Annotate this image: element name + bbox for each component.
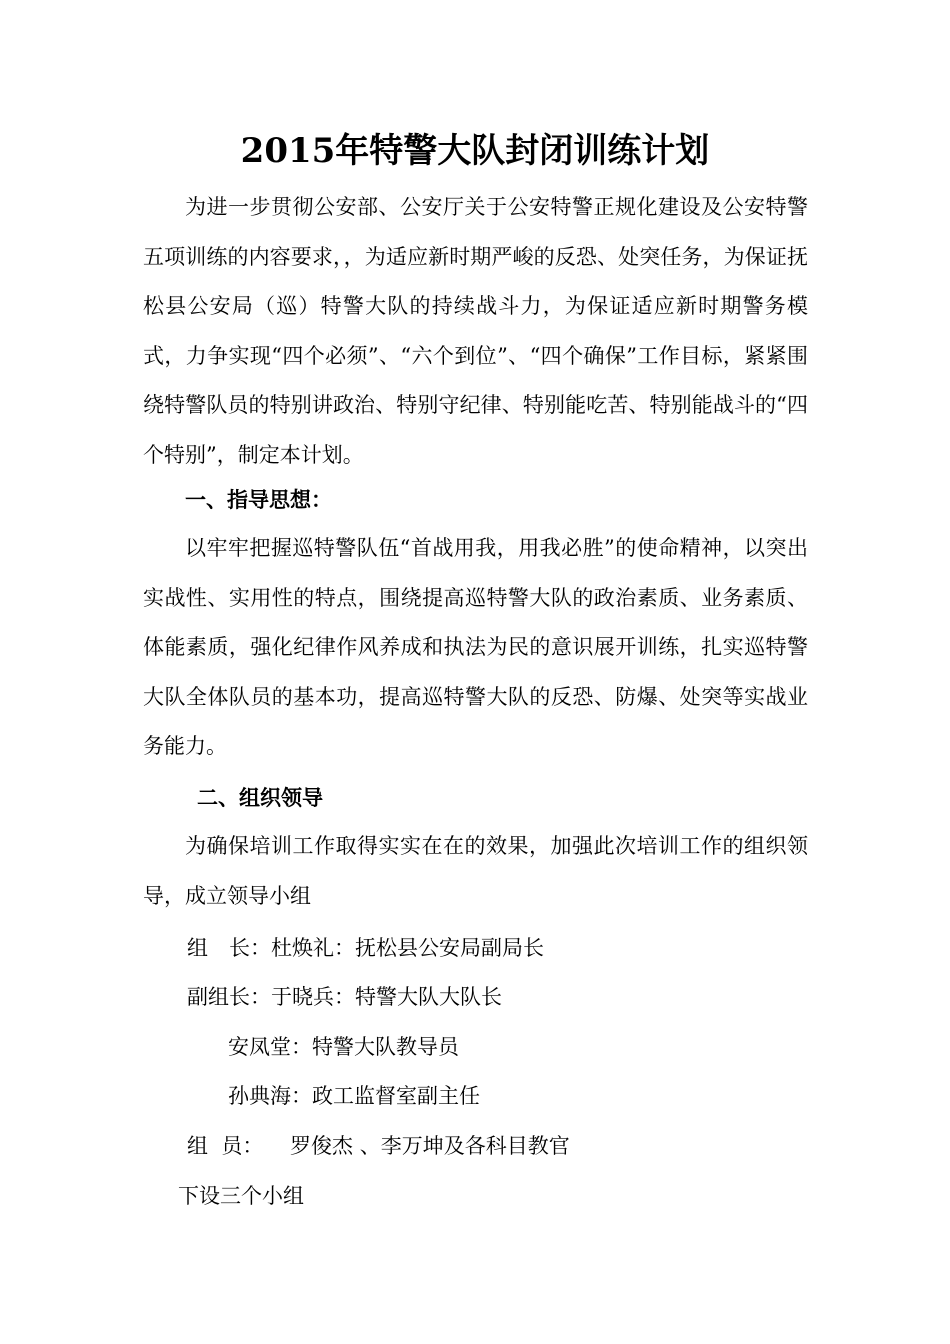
section-1-body: 以牢牢把握巡特警队伍“首战用我，用我必胜”的使命精神，以突出实战性、实用性的特点，围绕提高巡特警大队的政治素质、业务素质、体能素质，强化纪律作风养成和执法为民的意识展开训练，扎实巡特警大队全体队员的基本功，提高巡特警大队的反恐、防爆、处突等实战业务能力。 <box>143 536 808 758</box>
members-line: 组 员： 罗俊杰 、李万坤及各科目教官 <box>187 1134 570 1158</box>
section-1-heading: 一、指导思想： <box>185 487 332 512</box>
deputy-leader-line: 副组长：于晓兵：特警大队大队长 <box>187 985 502 1009</box>
group-leader-line: 组 长：杜焕礼：抚松县公安局副局长 <box>187 936 544 960</box>
section-2-body: 为确保培训工作取得实实在在的效果，加强此次培训工作的组织领导，成立领导小组 <box>143 834 808 908</box>
section-2-heading: 二、组织领导 <box>197 785 323 810</box>
document-title: 2015年特警大队封闭训练计划 <box>240 131 710 171</box>
subgroups-line: 下设三个小组 <box>178 1184 304 1208</box>
deputy-leader-line-2: 安凤堂：特警大队教导员 <box>228 1035 459 1059</box>
deputy-leader-line-3: 孙典海：政工监督室副主任 <box>228 1084 480 1108</box>
intro-paragraph: 为进一步贯彻公安部、公安厅关于公安特警正规化建设及公安特警五项训练的内容要求，，为适应新时期严峻的反恐、处突任务，为保证抚松县公安局（巡）特警大队的持续战斗力，为保证适应新时期警务模式，力争实现“四个必须”、“六个到位”、“四个确保”工作目标，紧紧围绕特警队员的特别讲政治、特别守纪律、特别能吃苦、特别能战斗的“四个特别”，制定本计划。 <box>143 195 808 467</box>
